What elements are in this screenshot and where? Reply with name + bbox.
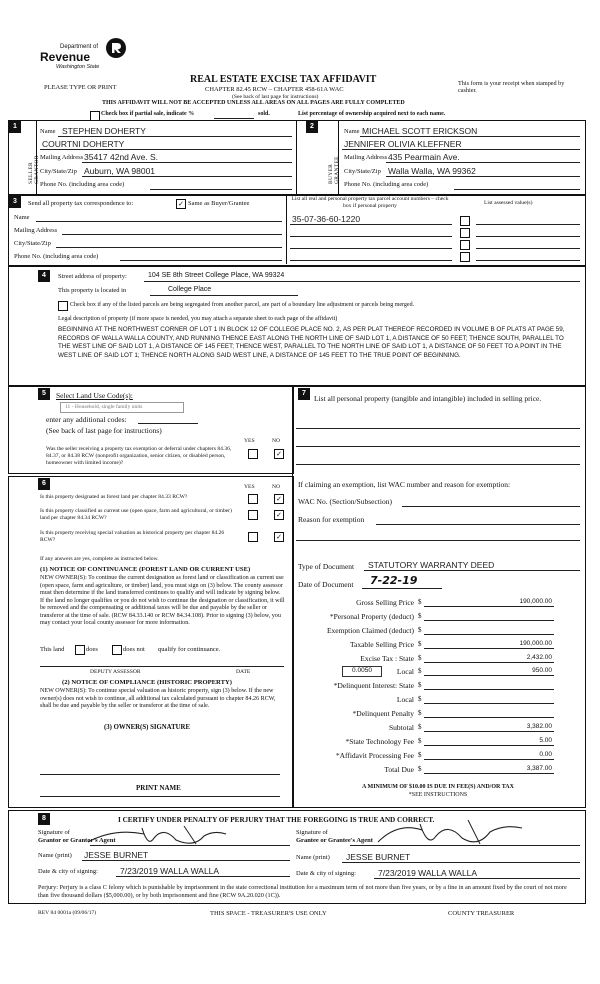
grantee-date[interactable]: 7/23/2019 WALLA WALLA	[378, 868, 478, 878]
corr-name-label: Name	[14, 214, 30, 221]
enter-codes-label: enter any additional codes:	[46, 415, 127, 424]
logo-dept: Department of	[60, 44, 99, 50]
deputy-assessor-label: DEPUTY ASSESSOR	[90, 669, 141, 675]
continuance-title: (1) NOTICE OF CONTINUANCE (FOREST LAND OR CURRENT USE)	[40, 566, 251, 573]
street-label: Street address of property:	[58, 273, 127, 280]
grantee-date-label: Date & city of signing:	[296, 870, 356, 877]
logo-revenue: Revenue	[40, 50, 91, 64]
grantor-date[interactable]: 7/23/2019 WALLA WALLA	[120, 866, 220, 876]
corr-mail-label: Mailing Address	[14, 227, 58, 234]
see-back-label: (See back of last page for instructions)	[46, 426, 162, 435]
doc-type-label: Type of Document	[298, 562, 355, 571]
tax-row-value-10[interactable]: 5.00	[539, 737, 552, 744]
grantor-name-label: Name (print)	[38, 852, 72, 859]
parcel-number[interactable]: 35-07-36-60-1220	[292, 214, 361, 224]
tax-dollar-12: $	[418, 765, 422, 773]
sec5-no: NO	[272, 438, 281, 444]
current-use-question: Is this property classified as current use (open space, farm and agricultural, or timber) land per chapter 84.34 RCW?	[40, 508, 232, 521]
seller-name-1[interactable]: STEPHEN DOHERTY	[62, 126, 146, 136]
tax-row-value-5[interactable]: 950.00	[532, 667, 552, 674]
tax-row-label-4: Excise Tax : State	[360, 654, 414, 663]
tax-row-label-9: Subtotal	[388, 723, 414, 732]
grantee-name[interactable]: JESSE BURNET	[346, 852, 411, 862]
tax-dollar-8: $	[418, 709, 422, 717]
buyer-name-label: Name	[344, 128, 360, 135]
tax-dollar-6: $	[418, 681, 422, 689]
tax-row-label-1: *Personal Property (deduct)	[329, 612, 414, 621]
assessed-label: List assessed value(s)	[484, 200, 533, 206]
tax-dollar-9: $	[418, 723, 422, 731]
tax-dollar-3: $	[418, 640, 422, 648]
doc-date-label: Date of Document	[298, 580, 354, 589]
seller-phone-label: Phone No. (including area code)	[40, 181, 125, 188]
send-label: Send all property tax correspondence to:	[28, 200, 134, 207]
wac-label: WAC No. (Section/Subsection)	[298, 497, 392, 506]
seller-mail[interactable]: 35417 42nd Ave. S.	[84, 152, 159, 162]
grantee-sig-label-2: Grantee or Grantee's Agent	[296, 837, 373, 844]
segregate-checkbox[interactable]	[58, 301, 68, 311]
tax-row-label-0: Gross Selling Price	[356, 598, 414, 607]
buyer-label: BUYER GRANTEE	[328, 156, 340, 184]
this-land-label: This land	[40, 646, 65, 653]
seller-mail-label: Mailing Address	[40, 154, 84, 161]
tax-row-label-12: Total Due	[384, 765, 414, 774]
section-2-number: 2	[306, 121, 318, 133]
tax-row-value-0[interactable]: 190,000.00	[519, 598, 552, 605]
any-yes-note: If any answers are yes, complete as instructed below.	[40, 556, 159, 562]
buyer-mail[interactable]: 435 Pearmain Ave.	[388, 152, 460, 162]
tax-dollar-11: $	[418, 751, 422, 759]
sec6-no: NO	[272, 484, 281, 490]
tax-row-label-3: Taxable Selling Price	[349, 640, 414, 649]
local-rate-box[interactable]: 0.0050	[342, 666, 382, 677]
current-use-no-checkbox[interactable]: ✓	[274, 510, 284, 520]
does-not-label: does not	[123, 646, 145, 653]
parcel-list-label: List all real and personal property tax parcel account numbers – check box if personal property	[291, 196, 449, 209]
grantee-sig-label-1: Signature of	[296, 829, 328, 836]
see-instructions-note: *SEE INSTRUCTIONS	[408, 792, 468, 798]
historic-yes-checkbox[interactable]	[248, 532, 258, 542]
parcel-3-checkbox[interactable]	[460, 240, 470, 250]
tax-dollar-4: $	[418, 654, 422, 662]
continuance-body: NEW OWNER(S): To continue the current designation as forest land or classification as current use (open space, farm and agriculture, or timber) land, you must sign on (3) below. The county assessor must then determine if the land transferred continues to qualify and will indicate by signing below. If the land no longer qualifies or you do not wish to continue the designation or classification, it will be removed and the compensating or additional taxes will be due and payable by the seller or transferor at the time of sale. (RCW 84.33.140 or RCW 84.34.108). Prior to signing (3) below, you may contact your local county assessor for more information.	[40, 575, 285, 626]
seller-city[interactable]: Auburn, WA 98001	[84, 166, 156, 176]
current-use-yes-checkbox[interactable]	[248, 510, 258, 520]
forest-no-checkbox[interactable]: ✓	[274, 494, 284, 504]
revenue-logo	[40, 36, 130, 76]
logo-state: Washington State	[56, 64, 100, 70]
section-6-number: 6	[38, 478, 50, 490]
grantor-sig-label-2: Grantor or Grantor's Agent	[38, 837, 116, 844]
seller-name-2[interactable]: COURTNI DOHERTY	[42, 139, 125, 149]
section-4-number: 4	[38, 270, 50, 282]
minimum-note: A MINIMUM OF $10.00 IS DUE IN FEE(S) AND/OR TAX	[362, 784, 514, 790]
buyer-phone-label: Phone No. (including area code)	[344, 181, 429, 188]
tax-dollar-0: $	[418, 598, 422, 606]
parcel-1-checkbox[interactable]	[460, 216, 470, 226]
buyer-name-1[interactable]: MICHAEL SCOTT ERICKSON	[362, 126, 478, 136]
tax-row-value-12[interactable]: 3,387.00	[526, 765, 552, 772]
buyer-name-2[interactable]: JENNIFER OLIVIA KLEFFNER	[344, 139, 462, 149]
seller-label: SELLER GRANTOR	[28, 155, 40, 184]
does-not-checkbox[interactable]	[112, 645, 122, 655]
section-8-number: 8	[38, 813, 50, 825]
corr-city-label: City/State/Zip	[14, 240, 51, 247]
tax-row-label-11: *Affidavit Processing Fee	[335, 751, 414, 760]
tax-row-label-2: Exemption Claimed (deduct)	[326, 626, 414, 635]
historic-question: Is this property receiving special valuation as historical property per chapter 84.26 RCW?	[40, 530, 225, 543]
historic-body: NEW OWNER(S): To continue special valuation as historic property, sign (3) below. If the new owner(s) does not wish to continue, all additional tax calculated pursuant to chapter 84.26 RCW, shall be due and payable by the seller or transferor at the time of sale.	[40, 688, 276, 709]
same-as-buyer-checkbox[interactable]: ✓	[176, 199, 186, 209]
legal-description[interactable]: BEGINNING AT THE NORTHWEST CORNER OF LOT 1 IN BLOCK 12 OF COLLEGE PLACE NO. 2, AS PER PLAT THEREOF RECORDED IN VOLUME B OF PLATS AT PAGE 59, RECORDS OF WALLA WALLA COUNTY, AND RUNNING THENCE EAST ALONG THE NORTH LINE OF SAID LOT 1, A DISTANCE OF 50 FEET; THENCE SOUTH, PARALLEL TO THE WEST LINE OF SAID LOT 1, A DISTANCE OF 145 FEET; THENCE WEST, PARALLEL TO THE NORTH LINE OF SAID LOT 1, A DISTANCE OF 50 FEET TO A POINT IN THE WEST LINE OF SAID LOT 1; THENCE NORTH ALONG SAID WEST LINE, A DISTANCE OF 145 FEET TO THE TRUE POINT OF BEGINNING.	[58, 326, 565, 359]
tax-row-label-10: *State Technology Fee	[345, 737, 414, 746]
same-as-buyer-label: Same as Buyer/Grantee	[188, 200, 250, 207]
rev-number: REV 84 0001a (09/06/17)	[38, 910, 97, 916]
buyer-city-label: City/State/Zip	[344, 168, 381, 175]
qualify-label: qualify for continuance.	[158, 646, 221, 653]
treasurer-space: THIS SPACE - TREASURER'S USE ONLY	[210, 910, 327, 917]
print-name-label: PRINT NAME	[136, 784, 181, 792]
sec6-yes: YES	[244, 484, 255, 490]
certify-statement: I CERTIFY UNDER PENALTY OF PERJURY THAT THE FOREGOING IS TRUE AND CORRECT.	[118, 816, 435, 824]
grantor-name[interactable]: JESSE BURNET	[84, 850, 149, 860]
does-label: does	[86, 646, 98, 653]
tax-row-value-3[interactable]: 190,000.00	[519, 640, 552, 647]
grantor-sig-label-1: Signature of	[38, 829, 70, 836]
receipt-note: This form is your receipt when stamped by cashier.	[458, 80, 565, 94]
tax-dollar-1: $	[418, 612, 422, 620]
historic-title: (2) NOTICE OF COMPLIANCE (HISTORIC PROPERTY)	[62, 679, 232, 686]
seller-city-label: City/State/Zip	[40, 168, 77, 175]
legal-label: Legal description of property (if more space is needed, you may attach a separate sheet to each page of the affidavit)	[58, 316, 338, 322]
doc-date-value[interactable]: 7-22-19	[370, 574, 418, 587]
sold-label: sold.	[258, 111, 270, 117]
historic-no-checkbox[interactable]: ✓	[274, 532, 284, 542]
grantor-date-label: Date & city of signing:	[38, 868, 98, 875]
perjury-note: Perjury: Perjury is a class C felony which is punishable by imprisonment in the state correctional institution for a maximum term of not more than five years, or by a fine in an amount fixed by the court of not more than five thousand dollars ($5,000.00), or by both imprisonment and fine (RCW 9A.20.020 (1C)).	[38, 884, 567, 899]
warning-note: THIS AFFIDAVIT WILL NOT BE ACCEPTED UNLESS ALL AREAS ON ALL PAGES ARE FULLY COMPLETED	[102, 100, 405, 106]
land-use-label: Select Land Use Code(s):	[56, 391, 133, 400]
form-title: REAL ESTATE EXCISE TAX AFFIDAVIT	[190, 74, 377, 85]
revenue-logo-icon	[104, 36, 128, 60]
section-3-number: 3	[9, 196, 21, 208]
tax-row-label-8: *Delinquent Penalty	[352, 709, 414, 718]
section-7-number: 7	[298, 388, 310, 400]
tax-dollar-5: $	[418, 667, 422, 675]
does-checkbox[interactable]	[75, 645, 85, 655]
partial-sale-label: Check box if partial sale, indicate %	[101, 111, 195, 117]
sec5-no-checkbox[interactable]: ✓	[274, 449, 284, 459]
located-label: This property is located in	[58, 287, 127, 294]
exemption-question: Was the seller receiving a property tax exemption or deferral under chapters 84.36, 84.37, or 84.38 RCW (nonprofit organization, senior citizen, or disabled person, homeowner with limited income)?	[46, 446, 232, 466]
buyer-mail-label: Mailing Address	[344, 154, 388, 161]
owner-signature-label: (3) OWNER(S) SIGNATURE	[104, 724, 190, 731]
seller-name-label: Name	[40, 128, 56, 135]
street-value[interactable]: 104 SE 8th Street College Place, WA 99324	[148, 272, 285, 279]
form-chapter: CHAPTER 82.45 RCW – CHAPTER 458-61A WAC	[205, 86, 344, 93]
reason-label: Reason for exemption	[298, 515, 365, 524]
tax-row-label-7: Local	[396, 695, 414, 704]
segregate-label: Check box if any of the listed parcels are being segregated from another parcel, are part of a boundary line adjustment or parcels being merged.	[70, 302, 415, 308]
located-value[interactable]: College Place	[168, 286, 212, 293]
tax-row-value-11[interactable]: 0.00	[539, 751, 552, 758]
section-5-number: 5	[38, 388, 50, 400]
claiming-label: If claiming an exemption, list WAC number and reason for exemption:	[298, 480, 511, 489]
forest-question: Is this property designated as forest land per chapter 84.33 RCW?	[40, 494, 188, 500]
personal-property-label: List all personal property (tangible and intangible) included in selling price.	[314, 394, 542, 403]
list-pct-label: List percentage of ownership acquired next to each name.	[298, 111, 446, 117]
tax-dollar-2: $	[418, 626, 422, 634]
tax-dollar-7: $	[418, 695, 422, 703]
county-treasurer: COUNTY TREASURER	[448, 910, 515, 917]
forest-yes-checkbox[interactable]	[248, 494, 258, 504]
see-back-note: (See back of last page for instructions)	[232, 94, 319, 100]
section-1-number: 1	[9, 121, 21, 133]
tax-dollar-10: $	[418, 737, 422, 745]
tax-row-label-5: Local	[396, 667, 414, 676]
grantee-name-label: Name (print)	[296, 854, 330, 861]
corr-phone-label: Phone No. (including area code)	[14, 253, 99, 260]
deputy-date-label: DATE	[236, 669, 251, 675]
sec5-yes-checkbox[interactable]	[248, 449, 258, 459]
tax-row-value-9[interactable]: 3,382.00	[526, 723, 552, 730]
tax-row-label-6: *Delinquent Interest: State	[333, 681, 414, 690]
doc-type-value[interactable]: STATUTORY WARRANTY DEED	[368, 560, 495, 570]
buyer-city[interactable]: Walla Walla, WA 99362	[388, 166, 476, 176]
section-6-box	[8, 476, 294, 808]
parcel-4-checkbox[interactable]	[460, 252, 470, 262]
land-use-code[interactable]: 11 - Household, single family units	[60, 402, 184, 413]
please-type: PLEASE TYPE OR PRINT	[44, 84, 117, 91]
tax-row-value-4[interactable]: 2,432.00	[526, 654, 552, 661]
parcel-2-checkbox[interactable]	[460, 228, 470, 238]
sec5-yes: YES	[244, 438, 255, 444]
